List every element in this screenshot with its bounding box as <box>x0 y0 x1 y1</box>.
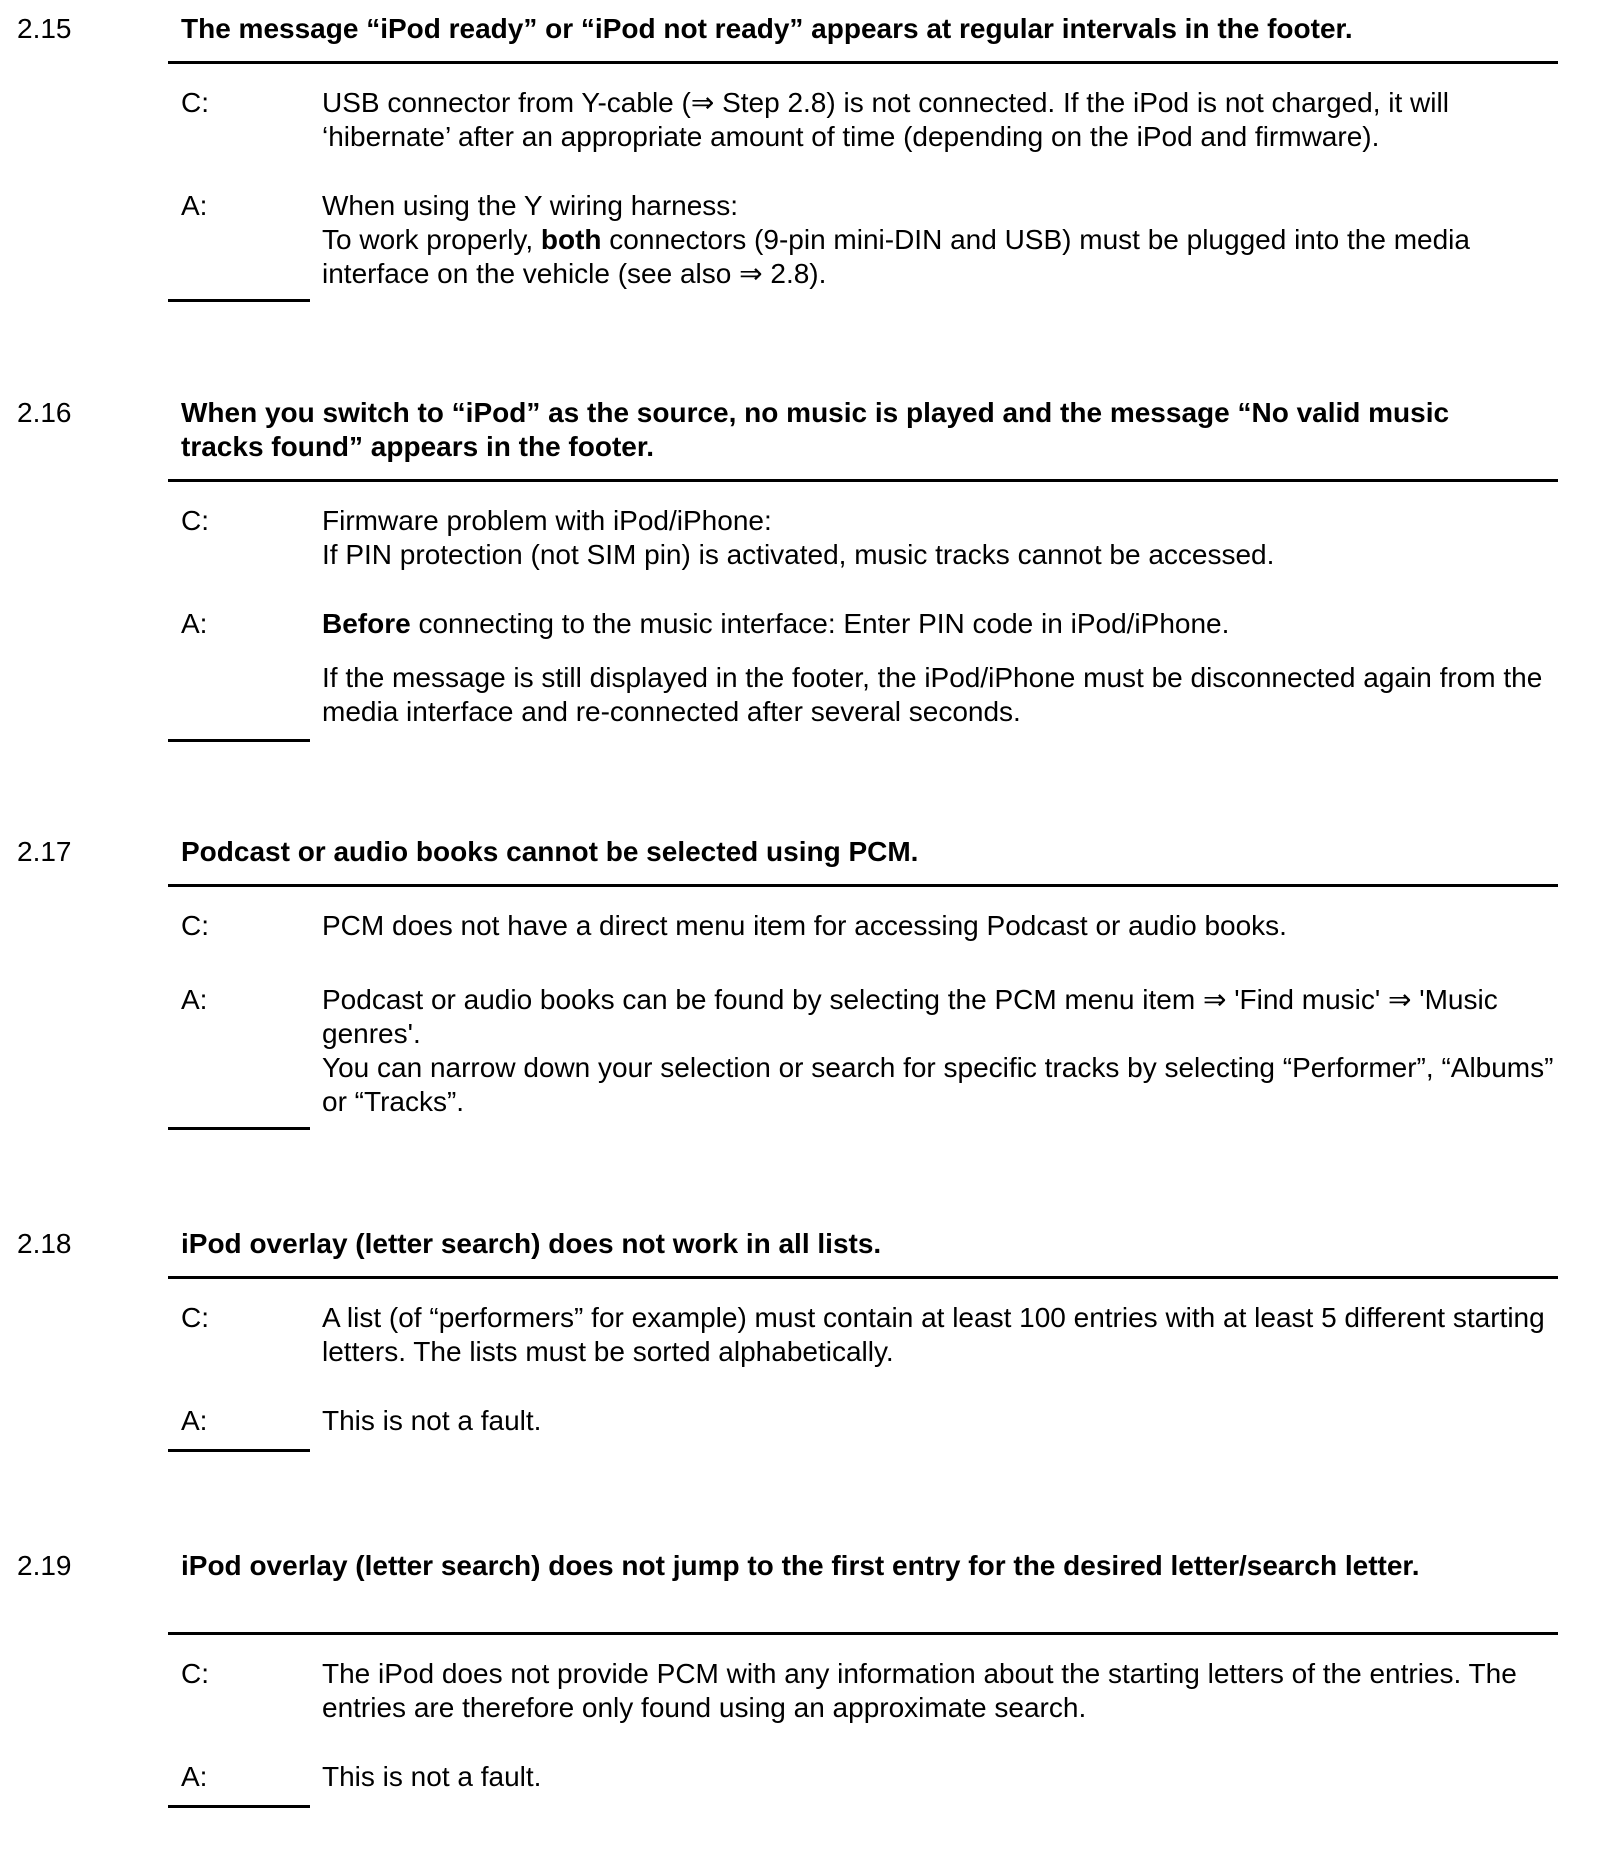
action-line: Before connecting to the music interface: Enter PIN code in iPod/iPhone. <box>322 608 1230 639</box>
action-line: When using the Y wiring harness: <box>322 190 739 221</box>
action-text <box>322 189 1562 291</box>
action-label: A: <box>181 984 208 1015</box>
section-title: Podcast or audio books cannot be selected using PCM. <box>181 836 919 867</box>
cause-label: C: <box>181 87 209 118</box>
action-label: A: <box>181 1761 208 1792</box>
section-end-rule <box>168 1805 310 1808</box>
section-end-rule <box>168 739 310 742</box>
action-text <box>322 607 1562 729</box>
cause-text: A list (of “performers” for example) must contain at least 100 entries with at least 5 different starting letters. The lists must be sorted alphabetically. <box>322 1302 1545 1367</box>
cause-text: USB connector from Y-cable (⇒ Step 2.8) is not connected. If the iPod is not charged, it will ‘hibernate’ after an appropriate amount of time (depending on the iPod and firmware). <box>322 87 1449 152</box>
section-title: iPod overlay (letter search) does not work in all lists. <box>181 1228 882 1259</box>
action-label: A: <box>181 608 208 639</box>
section-title: The message “iPod ready” or “iPod not ready” appears at regular intervals in the footer. <box>181 13 1353 44</box>
action-line: You can narrow down your selection or search for specific tracks by selecting “Performer”, “Albums” or “Tracks”. <box>322 1052 1554 1117</box>
action-text: This is not a fault. <box>322 1761 542 1792</box>
section-number: 2.15 <box>17 13 72 44</box>
section-number: 2.18 <box>17 1228 72 1259</box>
section-number: 2.17 <box>17 836 72 867</box>
action-line: Podcast or audio books can be found by selecting the PCM menu item ⇒ 'Find music' ⇒ 'Music genres'. <box>322 984 1498 1049</box>
action-text <box>322 983 1562 1119</box>
title-rule <box>168 61 1558 64</box>
cause-line: If PIN protection (not SIM pin) is activated, music tracks cannot be accessed. <box>322 539 1275 570</box>
title-rule <box>168 479 1558 482</box>
action-label: A: <box>181 1405 208 1436</box>
section-number: 2.19 <box>17 1550 72 1581</box>
section-title: iPod overlay (letter search) does not jump to the first entry for the desired letter/search letter. <box>181 1550 1420 1581</box>
title-rule <box>168 1276 1558 1279</box>
action-paragraph: If the message is still displayed in the footer, the iPod/iPhone must be disconnected again from the media interface and re-connected after several seconds. <box>322 662 1543 727</box>
cause-label: C: <box>181 1302 209 1333</box>
cause-label: C: <box>181 1658 209 1689</box>
section-end-rule <box>168 1449 310 1452</box>
action-text: This is not a fault. <box>322 1405 542 1436</box>
title-rule <box>168 884 1558 887</box>
title-rule <box>168 1632 1558 1635</box>
action-line: To work properly, both connectors (9-pin mini-DIN and USB) must be plugged into the media interface on the vehicle (see also ⇒ 2.8). <box>322 224 1470 289</box>
cause-line: Firmware problem with iPod/iPhone: <box>322 505 772 536</box>
action-label: A: <box>181 190 208 221</box>
cause-text <box>322 504 1562 572</box>
cause-text: PCM does not have a direct menu item for accessing Podcast or audio books. <box>322 910 1287 941</box>
cause-label: C: <box>181 910 209 941</box>
section-title: When you switch to “iPod” as the source, no music is played and the message “No valid music tracks found” appears in the footer. <box>181 397 1450 462</box>
cause-label: C: <box>181 505 209 536</box>
section-number: 2.16 <box>17 397 72 428</box>
cause-text: The iPod does not provide PCM with any information about the starting letters of the entries. The entries are therefore only found using an approximate search. <box>322 1658 1517 1723</box>
section-end-rule <box>168 299 310 302</box>
section-end-rule <box>168 1127 310 1130</box>
